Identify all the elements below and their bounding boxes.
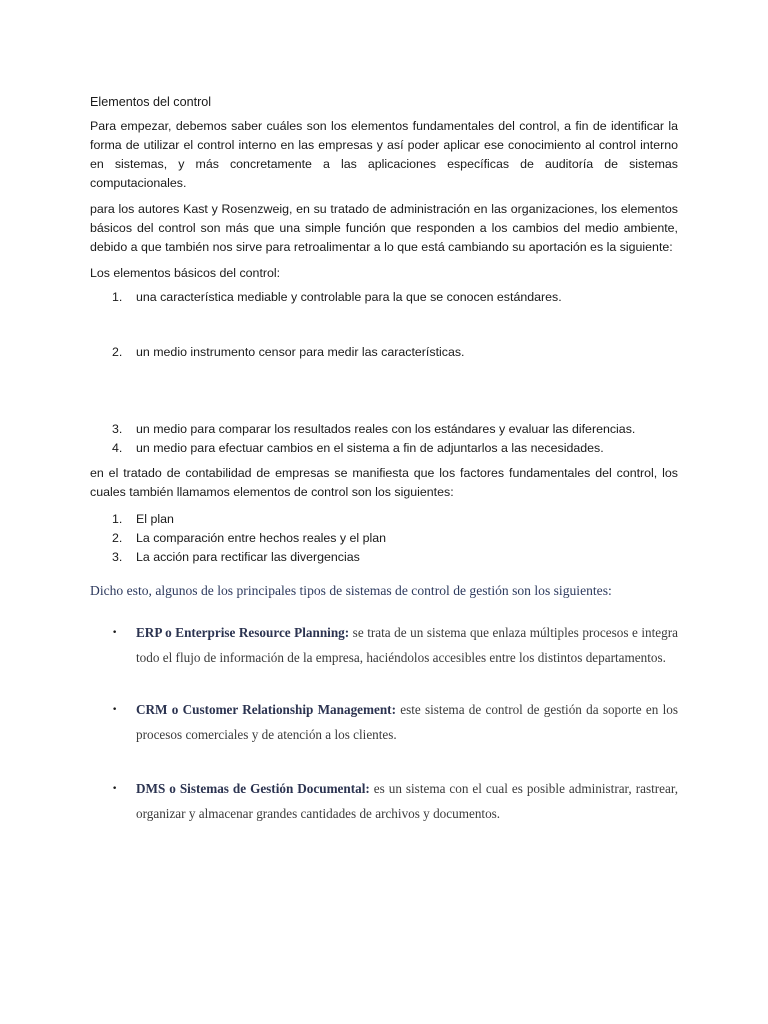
system-term: CRM o Customer Relationship Management: xyxy=(136,702,396,717)
list-item xyxy=(90,343,678,362)
list-item-text: una característica mediable y controlable para la que se conocen estándares. xyxy=(136,290,562,304)
systems-list xyxy=(90,621,678,826)
system-description: es un sistema con el cual es posible administrar, rastrear, organizar y almacenar grandes cantidades de archivos y documentos. xyxy=(136,781,678,821)
list-item xyxy=(90,288,678,307)
bullet-icon: • xyxy=(112,628,118,638)
list-number: 2. xyxy=(112,531,123,545)
system-term: ERP o Enterprise Resource Planning: xyxy=(136,625,350,640)
list-item-text: La acción para rectificar las divergencias xyxy=(136,550,360,564)
list-item-text: La comparación entre hechos reales y el plan xyxy=(136,531,387,545)
list-number: 4. xyxy=(112,441,123,455)
page-title: Elementos del control xyxy=(90,95,212,109)
list-number: 1. xyxy=(112,512,123,526)
list-item-text: un medio instrumento censor para medir las características. xyxy=(136,345,465,359)
list-item xyxy=(90,439,678,458)
paragraph-accounting-treatise: en el tratado de contabilidad de empresas se manifiesta que los factores fundamentales del control, los cuales también llamamos elementos de control son los siguientes: xyxy=(90,466,678,499)
paragraph-basic-elements: Los elementos básicos del control: xyxy=(90,266,281,280)
list-item xyxy=(90,529,678,548)
list-number: 2. xyxy=(112,345,123,359)
system-description: este sistema de control de gestión da soporte en los procesos comerciales y de atención a los clientes. xyxy=(136,702,678,742)
paragraph-intro: Para empezar, debemos saber cuáles son los elementos fundamentales del control, a fin de identificar la forma de utilizar el control interno en las empresas y así poder aplicar ese conocimiento al control interno en sistemas, y más concretamente a las aplicaciones específicas de auditoría de sistemas computacionales. xyxy=(90,119,678,190)
list-number: 3. xyxy=(112,550,123,564)
list-number: 1. xyxy=(112,290,123,304)
paragraph-systems-intro: Dicho esto, algunos de los principales tipos de sistemas de control de gestión son los siguientes: xyxy=(90,583,612,598)
list-item-erp xyxy=(90,621,678,670)
bullet-icon: • xyxy=(112,784,118,794)
list-item-text: El plan xyxy=(136,512,174,526)
list-item xyxy=(90,548,678,567)
list-item xyxy=(90,510,678,529)
system-description: se trata de un sistema que enlaza múltiples procesos e integra todo el flujo de información de la empresa, haciéndolos accesibles entre los distintos departamentos. xyxy=(136,625,678,665)
paragraph-kast-rosenzweig: para los autores Kast y Rosenzweig, en su tratado de administración en las organizaciones, los elementos básicos del control son más que una simple función que responden a los cambios del medio ambiente, debido a que también nos sirve para retroalimentar a lo que está cambiando su aportación es la siguiente: xyxy=(90,202,678,254)
list-number: 3. xyxy=(112,422,123,436)
control-elements-list xyxy=(90,510,678,567)
list-item xyxy=(90,420,678,439)
list-item-text: un medio para efectuar cambios en el sistema a fin de adjuntarlos a las necesidades. xyxy=(136,441,604,455)
list-item-dms xyxy=(90,777,678,826)
document-page xyxy=(90,93,678,826)
bullet-icon: • xyxy=(112,705,118,715)
system-term: DMS o Sistemas de Gestión Documental: xyxy=(136,781,370,796)
list-item-text: un medio para comparar los resultados reales con los estándares y evaluar las diferencias. xyxy=(136,422,636,436)
basic-elements-list xyxy=(90,288,678,458)
list-item-crm xyxy=(90,698,678,747)
